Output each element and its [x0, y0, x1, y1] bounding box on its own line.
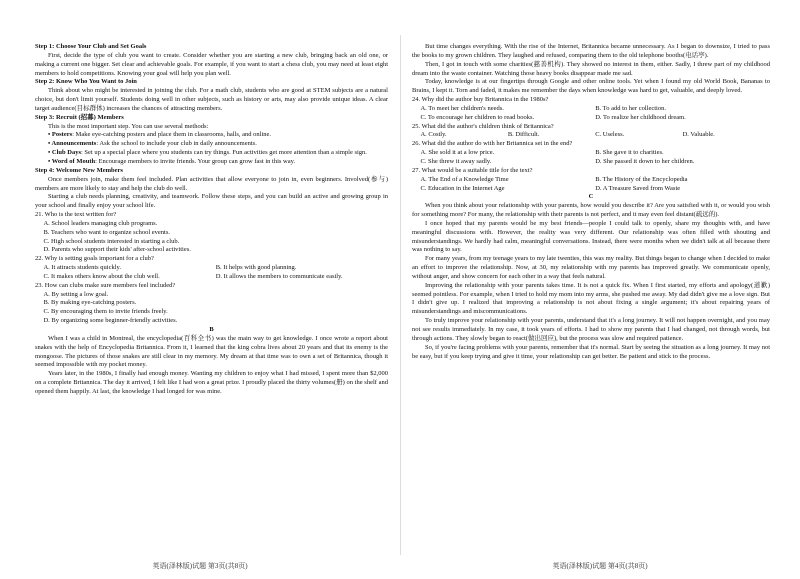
- option-25c: C. Useless.: [595, 131, 625, 139]
- options-24-row1: [412, 105, 770, 114]
- option-24c: C. To encourage her children to read books.: [420, 113, 535, 121]
- passage-b-p2: Years later, in the 1980s, I finally had enough money. Wanting my children to enjoy what I had missed, I spent more than $2,000 on a complete Britannica. The day it arrived, I felt like I had won a great prize. I proudly placed the thirty volumes(册) on the shelf and opened them happily. At last, the knowledge I had longed for was mine.: [35, 370, 388, 395]
- question-24: 24. Why did the author buy Britannica in the 1980s?: [412, 96, 549, 104]
- section-c-heading: C: [588, 193, 594, 201]
- passage-c-p3: For many years, from my teenage years to my late twenties, this was my reality. But things began to change when I decided to make an effort to improve the relationship. Now, at 30, my relationship with my parents has improved greatly. We communicate openly, without anger, and show concern for each other in a way that feels natural.: [412, 255, 770, 280]
- passage-b-p3: But time changes everything. With the rise of the Internet, Britannica became unnecessary. As I began to downsize, I tried to pass the books to my grown children. They laughed and refused, comparing them to the old telephone booths(电话亭).: [412, 43, 770, 59]
- option-22c: C. It makes others know about the club well.: [43, 272, 160, 280]
- method-announcements-label: • Announcements: [48, 140, 97, 148]
- option-25b: B. Difficult.: [507, 131, 540, 139]
- option-26b: B. She gave it to charities.: [595, 149, 664, 157]
- options-24-row2: [412, 114, 770, 123]
- option-27c: C. Education in the Internet Age: [420, 184, 505, 192]
- option-23d: D. By organizing some beginner-friendly activities.: [43, 317, 178, 325]
- step3-text: This is the most important step. You can use several methods:: [48, 122, 209, 130]
- method-posters-text: : Make eye-catching posters and place them in classrooms, halls, and online.: [72, 131, 272, 139]
- options-22-row2: [35, 273, 388, 282]
- method-posters: [35, 131, 388, 140]
- option-27a: A. The End of a Knowledge Time: [420, 175, 509, 183]
- passage-b-p4: Then, I got in touch with some charities(慈善机构). They showed no interest in them, either. Sadly, I threw part of my childhood dream into the waste container. Watching those heavy books disappear made me sad.: [412, 60, 770, 77]
- question-25: 25. What did the author's children think of Britannica?: [412, 122, 554, 130]
- step4-text: Once members join, make them feel included. Plan activities that allow everyone to join in, even beginners. Involved(参与) members are more likely to stay and help the club do well.: [35, 175, 388, 192]
- passage-c-p1: When you think about your relationship with your parents, how would you describe it? Are you satisfied with it, or would you wish for something more? For many, the relationship with their parents is not perfect, and it may even feel distant(疏远的).: [412, 202, 770, 219]
- option-26d: D. She passed it down to her children.: [595, 157, 695, 165]
- passage-c-p4: Improving the relationship with your parents takes time. It is not a quick fix. When I first started, my efforts and apology(道歉) seemed pointless. For example, when I tried to hold my mom into my arms, she pushed me away. My dad didn't give me a love sign. But I didn't give up. I realized that improving a relationship is not about fixing a single argument; it's about repairing years of misunderstandings and miscommunications.: [412, 281, 770, 316]
- method-announcements-text: : Ask the school to include your club in daily announcements.: [96, 140, 257, 148]
- right-content: [412, 43, 770, 361]
- closing-text: Starting a club needs planning, creativity, and teamwork. Follow these steps, and you can build an active and growing group in your school and finally enjoy your school life.: [35, 193, 388, 210]
- right-page-footer: 英语(泽林版)试题 第4页(共8页): [552, 562, 648, 570]
- method-posters-label: • Posters: [48, 131, 73, 139]
- method-club-days-text: : Set up a special place where you students can try things. Fun activities get more attention than a simple sign.: [80, 149, 367, 157]
- step3-title: Step 3: Recruit (招募) Members: [35, 113, 124, 121]
- method-announcements: [35, 140, 388, 149]
- step1-title: Step 1: Choose Your Club and Set Goals: [35, 43, 147, 50]
- question-23: 23. How can clubs make sure members feel included?: [35, 281, 176, 289]
- option-21a: A. School leaders managing club programs.: [43, 219, 158, 227]
- options-27-row1: [412, 176, 770, 185]
- options-26-row1: [412, 149, 770, 158]
- option-23a: A. By setting a low goal.: [43, 290, 109, 298]
- step2-text: Think about who might be interested in joining the club. For a math club, students who are good at STEM subjects are a natural choice, but don't limit yourself. Students doing well in other subjects, such as history or arts, may also provide unique ideas. A clear target audience(目标群体) increases the chances of attracting members.: [35, 87, 388, 112]
- option-22a: A. It attracts students quickly.: [43, 264, 121, 272]
- question-21: 21. Who is the text written for?: [35, 211, 117, 219]
- passage-b-p1: When I was a child in Montreal, the encyclopedia(百科全书) was the main way to get knowledge. I once wrote a report about snakes with the help of Encyclopedia Britannica. From it, I learned that the king cobra lives about 20 years and that its enemy is the mongoose. The pictures of those snakes are still clear in my memory. My dream at that time was to own a set of Britannica, though it seemed impossible with my pocket money.: [35, 334, 388, 369]
- option-24d: D. To realize her childhood dream.: [595, 113, 686, 121]
- section-b-heading: B: [209, 326, 214, 333]
- option-24a: A. To meet her children's needs.: [420, 104, 504, 112]
- right-page: [400, 0, 800, 579]
- options-26-row2: [412, 158, 770, 167]
- option-23c: C. By encouraging them to invite friends freely.: [43, 308, 168, 316]
- option-25a: A. Costly.: [420, 131, 447, 139]
- option-22b: B. It helps with good planning.: [215, 264, 297, 272]
- left-page-footer: 英语(泽林版)试题 第3页(共8页): [152, 562, 248, 570]
- step2-title: Step 2: Know Who You Want to Join: [35, 78, 137, 86]
- option-24b: B. To add to her collection.: [595, 104, 666, 112]
- method-word-of-mouth-text: : Encourage members to invite friends. Your group can grow fast in this way.: [95, 157, 296, 165]
- passage-b-p5: Today, knowledge is at our fingertips through Google and other online tools. Yet when I found my old World Book, Bananas to Brains, I kept it. Torn and faded, it makes me remember the days when knowledge was hard to get, valuable, and deeply loved.: [412, 78, 770, 95]
- option-27d: D. A Treasure Saved from Waste: [595, 184, 681, 192]
- method-club-days-label: • Club Days: [48, 149, 81, 157]
- option-25d: D. Valuable.: [682, 131, 715, 139]
- question-27: 27. What would be a suitable title for the text?: [412, 166, 533, 174]
- options-25-row: [412, 131, 770, 140]
- question-22: 22. Why is setting goals important for a club?: [35, 255, 154, 263]
- method-club-days: [35, 149, 388, 158]
- options-27-row2: [412, 185, 770, 194]
- option-21d: D. Parents who support their kids' after-school activities.: [43, 246, 191, 254]
- method-word-of-mouth: [35, 158, 388, 167]
- option-26a: A. She sold it at a low price.: [420, 149, 495, 157]
- step4-title: Step 4: Welcome New Members: [35, 166, 123, 174]
- passage-c-p6: So, if you're facing problems with your parents, remember that it's normal. Start by seeing the situation as a long journey. It may not be easy, but if you keep trying and give it time, your relationship can get better. Be patient and stick to the process.: [412, 343, 770, 360]
- option-21c: C. High school students interested in starting a club.: [43, 237, 180, 245]
- step1-text: First, decide the type of club you want to create. Consider whether you are starting a new club, bringing back an old one, or making a current one bigger. Set clear and achievable goals. For example, if you want to start a chess club, you may need at least eight members to hold competitions. Knowing your goal will help you plan well.: [35, 51, 388, 77]
- options-22-row1: [35, 264, 388, 273]
- option-27b: B. The History of the Encyclopedia: [595, 175, 688, 183]
- question-26: 26. What did the author do with her Britannica set in the end?: [412, 140, 573, 148]
- option-21b: B. Teachers who want to organize school events.: [43, 228, 171, 236]
- left-content: [35, 43, 388, 397]
- option-22d: D. It allows the members to communicate easily.: [215, 272, 343, 280]
- method-word-of-mouth-label: • Word of Mouth: [48, 157, 96, 165]
- passage-c-p5: To truly improve your relationship with your parents, understand that it's a long journey. It will not happen overnight, and you may not see results immediately. In my case, it took years of efforts. I had to show my parents that I had changed, not through words, but through actions. They slowly began to react(做出回应), but the process was slow and required patience.: [412, 317, 770, 342]
- option-23b: B. By making eye-catching posters.: [43, 299, 137, 307]
- option-26c: C. She threw it away sadly.: [420, 157, 492, 165]
- passage-c-p2: I once hoped that my parents would be my best friends—people I could talk to openly, share my thoughts with, and have meaningful discussions with. However, the reality was very different. Our relationship was often filled with shouting and misunderstandings. We hardly had calm, meaningful conversations. Instead, there were months when we didn't talk at all because there was nothing to say.: [412, 219, 770, 254]
